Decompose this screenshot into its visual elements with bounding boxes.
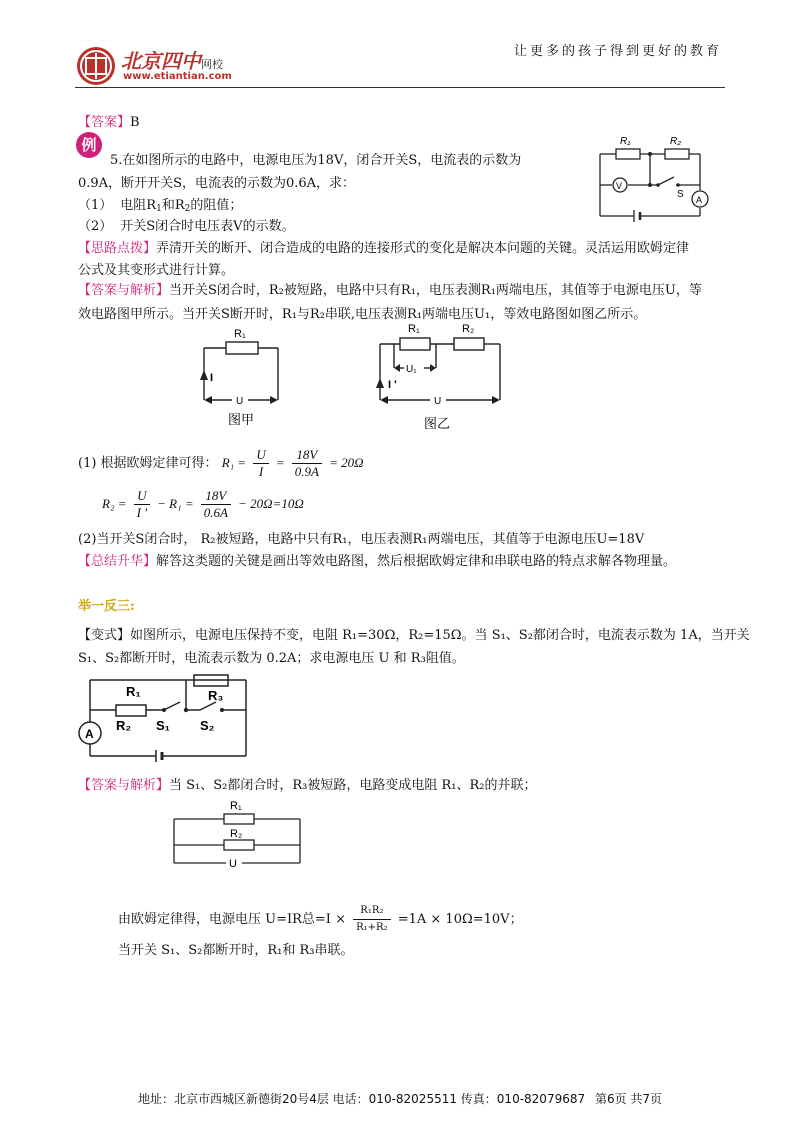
hint-line-1: 【思路点拨】弄清开关的断开、闭合造成的电路的连接形式的变化是解决本问题的关键。灵活运用欧姆定律 (78, 241, 690, 256)
page-footer (0, 1090, 800, 1107)
variant-label-r3: R₃ (208, 688, 224, 703)
sub-question-2: （2） 开关S闭合时电压表V的示数。 (78, 219, 295, 234)
answer-value: B (130, 115, 140, 130)
hint-line-2: 公式及其变形式进行计算。 (78, 263, 235, 278)
yi-label-i-prime: I ' (388, 379, 397, 391)
solution-line-1: 【答案与解析】当开关S闭合时，R₂被短路，电路中只有R₁，电压表测R₁两端电压，其值等于电源电压U，等 (78, 283, 702, 298)
parallel-label-r2: R₂ (230, 828, 243, 840)
variant-label-r2: R₂ (116, 718, 132, 733)
yi-label-u1: U₁ (406, 364, 417, 375)
jia-label-i: I (210, 372, 214, 384)
circuit-yi (372, 316, 512, 434)
answer-part-2: (2)当开关S闭合时， R₂被短路，电路中只有R₁，电压表测R₁两端电压，其值等于电源电压U=18V (78, 532, 645, 547)
equation-1: (1) 根据欧姆定律可得： R₁ = $\frac{U}{I}$ = $\frac{18V}{0.9A}$ = 20Ω (78, 447, 364, 479)
equation-2: R₂ = $\frac{U}{I '}$ − R₁ = $\frac{18V}{0.6A}$ − 20Ω=10Ω (102, 488, 304, 520)
jia-label-r1: R₁ (234, 328, 246, 340)
yi-label-r2: R₂ (462, 323, 475, 335)
sub-question-1: （1） 电阻$R_1$和$R_2$的阻值； (78, 198, 243, 214)
label-s: S (677, 189, 684, 200)
variant-circuit-diagram (76, 670, 252, 762)
label-r2: R₂ (670, 136, 682, 147)
variant-last-line: 当开关 S₁、S₂都断开时，R₁和 R₃串联。 (118, 943, 354, 958)
variant-solution-line-1: 【答案与解析】当 S₁、S₂都闭合时，R₃被短路，电路变成电阻 R₁、R₂的并联； (78, 778, 537, 793)
question-line-2: 0.9A，断开开关S，电流表的示数为0.6A，求： (78, 176, 356, 191)
parallel-label-u: U (229, 858, 237, 870)
label-a: A (696, 195, 703, 205)
label-r1: R₁ (620, 136, 631, 147)
jia-label-u: U (236, 396, 244, 407)
logo-url: www.etiantian.com (123, 71, 232, 82)
yi-label-u: U (434, 396, 442, 407)
yi-label-r1: R₁ (408, 323, 420, 335)
section-title: 举一反三: (78, 599, 135, 614)
variant-label-s2: S₂ (200, 718, 215, 733)
footer-address: 地址：北京市西城区新德街20号4层 电话：010-82025511 传真：010-82079687 (137, 1092, 586, 1106)
variant-line-1: 【变式】如图所示，电源电压保持不变，电阻 R₁=30Ω，R₂=15Ω。当 S₁、S₂都闭合时，电流表示数为 1A，当开关 (78, 628, 750, 643)
answer-tag: 【答案】 (78, 115, 131, 130)
parallel-circuit-diagram (170, 797, 304, 875)
solution-line-2: 效电路图甲所示。当开关S断开时，R₁与R₂串联,电压表测R₁两端电压U₁，等效电路图如图乙所示。 (78, 307, 647, 322)
variant-label-s1: S₁ (156, 718, 171, 733)
variant-label-r1: R₁ (126, 684, 141, 699)
variant-line-2: S₁、S₂都断开时，电流表示数为 0.2A；求电源电压 U 和 R₃阻值。 (78, 651, 465, 666)
answer-prev (78, 114, 140, 132)
header-rule (75, 87, 725, 88)
logo-sub: 网校 (201, 58, 223, 71)
logo-name: 北京四中 (121, 49, 201, 73)
example-badge: 例 (76, 132, 102, 158)
slogan: 让更多的孩子得到更好的教育 (513, 44, 722, 59)
logo (75, 45, 255, 87)
question-line-1: 5.在如图所示的电路中，电源电压为18V，闭合开关S，电流表的示数为 (110, 153, 522, 168)
fig-yi-caption: 图乙 (424, 416, 451, 431)
circuit-jia (198, 324, 288, 434)
label-v: V (616, 181, 623, 191)
page-number: 第6页 共7页 (594, 1092, 663, 1106)
fig-jia-caption: 图甲 (228, 412, 255, 427)
variant-label-a: A (85, 727, 94, 741)
parallel-label-r1: R₁ (230, 800, 242, 812)
example-circuit-diagram (592, 132, 712, 224)
ohm-law-line: 由欧姆定律得，电源电压 U=IR总=I × $\frac{\text{R₁R₂}}{\text{R₁+R₂}}$ =1A × 10Ω=10V； (118, 905, 523, 933)
summary: 【总结升华】解答这类题的关键是画出等效电路图，然后根据欧姆定律和串联电路的特点求解各物理量。 (78, 554, 677, 569)
